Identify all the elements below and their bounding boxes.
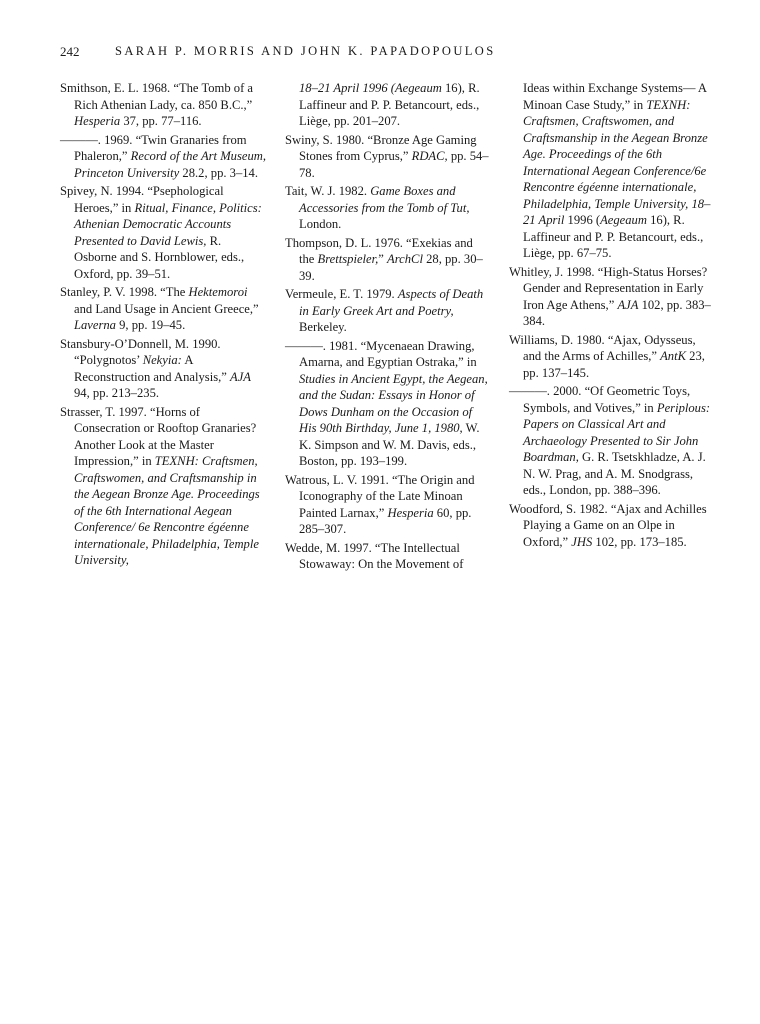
entry-text: Berkeley. bbox=[299, 320, 347, 334]
entry-text: ” bbox=[378, 252, 388, 266]
entry-text: Strasser, T. 1997. “Horns of Consecration or Rooftop Granaries? Another Look at the Master Impression,” in bbox=[60, 404, 257, 468]
entry-text: and Land Usage in Ancient Greece,” bbox=[74, 301, 259, 316]
bibliography-entry bbox=[285, 540, 491, 573]
bibliography-entry bbox=[60, 183, 266, 282]
entry-italic-text: Hektemoroi bbox=[188, 285, 248, 299]
bibliography-entry bbox=[285, 183, 491, 233]
page-number: 242 bbox=[60, 44, 80, 59]
entry-text: Woodford, S. 1982. “Ajax and Achilles Playing a Game on an Olpe in Oxford,” bbox=[509, 501, 707, 549]
entry-italic-text: ArchCl bbox=[387, 252, 423, 266]
entry-italic-text: Hesperia bbox=[74, 114, 121, 128]
entry-italic-text: Brettspieler, bbox=[317, 252, 379, 266]
entry-text: 37, pp. 77–116. bbox=[120, 114, 202, 128]
entry-text: 94, pp. 213–235. bbox=[74, 386, 160, 400]
entry-italic-text: AntK bbox=[660, 349, 686, 363]
bibliography-entry bbox=[60, 336, 266, 402]
entry-italic-text: AJA bbox=[230, 369, 251, 384]
entry-italic-text: Periplous: Papers on Classical Art and Archaeology Presented to Sir John Boardman, bbox=[523, 400, 711, 464]
entry-italic-text: TEXNH: Craftsmen, Craftswomen, and Craftsmanship in the Aegean Bronze Age. Proceedings of the 6th International Aegean Conference/6e Rencontre égéenne internationale, Philadelphia, Temple University, 18–21 April bbox=[523, 97, 711, 227]
entry-text: Stansbury-O’Donnell, M. 1990. “Polygnotos’ bbox=[60, 336, 221, 367]
entry-text: 102, pp. 383–384. bbox=[523, 297, 711, 328]
entry-italic-text: Game Boxes and Accessories from the Tomb of Tut, bbox=[299, 184, 470, 215]
entry-text: G. R. Tsetskhladze, A. J. N. W. Prag, and A. M. Snodgrass, eds., London, pp. 388–396. bbox=[523, 450, 706, 497]
entry-text: ———. 1981. “Mycenaean Drawing, Amarna, and Egyptian Ostraka,” in bbox=[285, 338, 477, 369]
entry-italic-text: AJA bbox=[617, 297, 639, 312]
entry-text: Ideas within Exchange Systems— A Minoan Case Study,” in bbox=[523, 81, 707, 112]
entry-text: A Reconstruction and Analysis,” bbox=[74, 353, 230, 384]
entry-text: 16), R. Laffineur and P. P. Betancourt, eds., Liège, pp. 67–75. bbox=[523, 213, 704, 260]
bibliography-column-3 bbox=[509, 80, 715, 552]
entry-text: 23, pp. 137–145. bbox=[523, 349, 705, 380]
entry-italic-text: 18–21 April 1996 (Aegeaum bbox=[299, 81, 442, 95]
entry-text: Tait, W. J. 1982. bbox=[285, 184, 371, 198]
entry-italic-text: TEXNH: Craftsmen, Craftswomen, and Craftsmanship in the Aegean Bronze Age. Proceedings of the 6th International Aegean Conference/ 6e Rencontre égéenne internationale, Philadelphia, Temple University, bbox=[74, 454, 260, 567]
bibliography-entry bbox=[509, 501, 715, 551]
bibliography-entry bbox=[285, 132, 491, 182]
entry-italic-text: Laverna bbox=[74, 318, 116, 332]
bibliography-entry bbox=[60, 404, 266, 569]
bibliography-entry bbox=[60, 132, 266, 182]
entry-text: Spivey, N. 1994. “Psephological Heroes,” in bbox=[60, 184, 224, 215]
bibliography-entry bbox=[509, 383, 715, 499]
bibliography-column-1 bbox=[60, 80, 266, 571]
entry-text: 16), R. Laffineur and P. P. Betancourt, eds., Liège, pp. 201–207. bbox=[299, 81, 480, 128]
bibliography-entry bbox=[509, 332, 715, 382]
entry-italic-text: RDAC, bbox=[411, 149, 448, 163]
entry-italic-text: Studies in Ancient Egypt, the Aegean, and the Sudan: Essays in Honor of Dows Dunham on the Occasion of His 90th Birthday, June 1, 1980, bbox=[299, 371, 488, 435]
entry-italic-text: Aspects of Death in Early Greek Art and Poetry, bbox=[299, 287, 484, 318]
entry-text: Williams, D. 1980. “Ajax, Odysseus, and the Arms of Achilles,” bbox=[509, 332, 696, 363]
bibliography-entry bbox=[509, 80, 715, 262]
page-header bbox=[60, 44, 720, 64]
bibliography-column-2 bbox=[285, 80, 491, 575]
entry-text: Vermeule, E. T. 1979. bbox=[285, 287, 398, 301]
entry-text: 9, pp. 19–45. bbox=[115, 318, 186, 332]
entry-text: Whitley, J. 1998. “High-Status Horses? Gender and Representation in Early Iron Age Athens,” bbox=[509, 264, 708, 312]
entry-italic-text: Nekyia: bbox=[142, 353, 182, 367]
entry-text: Swiny, S. 1980. “Bronze Age Gaming Stones from Cyprus,” bbox=[285, 132, 477, 163]
entry-text: ———. 1969. “Twin Granaries from Phaleron,” bbox=[60, 132, 247, 163]
bibliography-entry bbox=[60, 284, 266, 334]
entry-text: 28.2, pp. 3–14. bbox=[179, 165, 258, 180]
running-head: SARAH P. MORRIS AND JOHN K. PAPADOPOULOS bbox=[115, 44, 496, 58]
bibliography-entry bbox=[285, 338, 491, 470]
bibliography-entry bbox=[285, 235, 491, 285]
entry-italic-text: Aegeaum bbox=[600, 213, 647, 227]
entry-text: Watrous, L. V. 1991. “The Origin and Iconography of the Late Minoan Painted Larnax,” bbox=[285, 472, 475, 520]
entry-text: London. bbox=[299, 217, 342, 231]
entry-text: W. K. Simpson and W. M. Davis, eds., Boston, pp. 193–199. bbox=[299, 421, 480, 468]
entry-text: 28, pp. 30–39. bbox=[299, 252, 483, 283]
entry-italic-text: Record of the Art Museum, Princeton University bbox=[74, 149, 267, 180]
entry-italic-text: Hesperia bbox=[387, 505, 434, 520]
bibliography bbox=[60, 80, 720, 571]
entry-text: Smithson, E. L. 1968. “The Tomb of a Rich Athenian Lady, ca. 850 B.C.,” bbox=[60, 81, 254, 112]
bibliography-entry bbox=[60, 80, 266, 130]
entry-text: ———. 2000. “Of Geometric Toys, Symbols, and Votives,” in bbox=[509, 384, 691, 415]
entry-text: Wedde, M. 1997. “The Intellectual Stowaway: On the Movement of bbox=[285, 540, 464, 571]
entry-text: 1996 ( bbox=[564, 213, 601, 227]
entry-text: Stanley, P. V. 1998. “The bbox=[60, 285, 189, 299]
bibliography-entry bbox=[285, 80, 491, 130]
entry-text: Thompson, D. L. 1976. “Exekias and the bbox=[285, 235, 473, 266]
entry-italic-text: Ritual, Finance, Politics: Athenian Democratic Accounts Presented to David Lewis, bbox=[74, 200, 262, 248]
bibliography-entry bbox=[509, 264, 715, 330]
entry-text: 60, pp. 285–307. bbox=[299, 505, 472, 536]
entry-italic-text: JHS bbox=[571, 534, 593, 549]
entry-text: 102, pp. 173–185. bbox=[592, 534, 687, 549]
entry-text: pp. 54–78. bbox=[299, 149, 489, 180]
bibliography-entry bbox=[285, 286, 491, 336]
entry-text: R. Osborne and S. Hornblower, eds., Oxford, pp. 39–51. bbox=[74, 233, 245, 281]
bibliography-entry bbox=[285, 472, 491, 538]
